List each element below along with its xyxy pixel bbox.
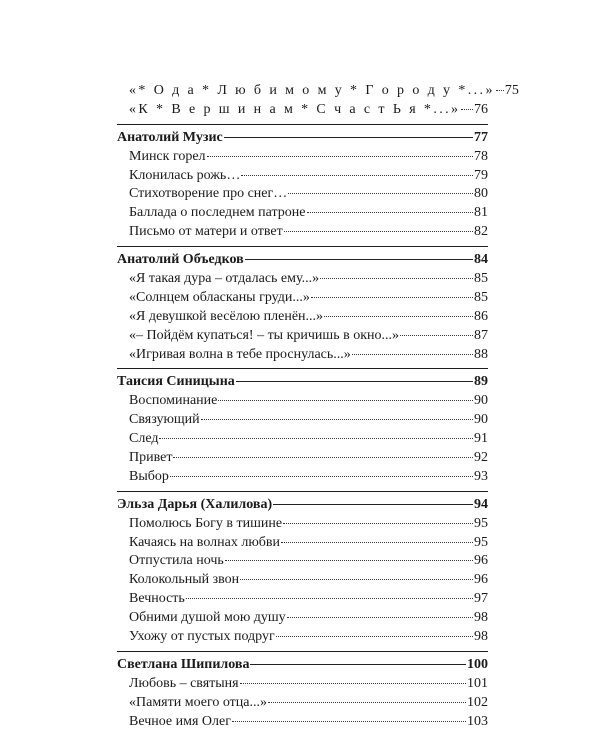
toc-entry-page-number: 90 xyxy=(474,412,488,428)
dot-leader xyxy=(201,419,473,420)
toc-entry-page-number: 102 xyxy=(467,694,488,710)
dot-leader xyxy=(496,90,504,91)
toc-entry-page-number: 85 xyxy=(474,271,488,287)
section-divider xyxy=(117,651,488,652)
toc-entry[interactable] xyxy=(117,308,488,327)
dot-leader xyxy=(218,400,473,401)
dot-leader xyxy=(224,137,473,138)
toc-entry[interactable] xyxy=(117,185,488,204)
toc-entry[interactable] xyxy=(117,430,488,449)
toc-entry-title: Клонилась рожь… xyxy=(129,167,241,183)
toc-entry-page-number: 76 xyxy=(474,101,488,117)
author-heading-page-number: 77 xyxy=(474,129,488,145)
toc-entry-page-number: 98 xyxy=(474,629,488,645)
dot-leader xyxy=(273,504,473,505)
author-heading-title: Анатолий Музис xyxy=(117,129,223,145)
toc-entry-title: «Солнцем обласканы груди...» xyxy=(129,289,310,305)
toc-entry[interactable] xyxy=(117,101,488,120)
toc-entry[interactable] xyxy=(117,675,488,694)
toc-entry-title: Связующий xyxy=(129,412,200,428)
dot-leader xyxy=(281,542,473,543)
toc-entry-title: Вечность xyxy=(129,591,185,607)
dot-leader xyxy=(240,579,473,580)
dot-leader xyxy=(400,335,473,336)
toc-entry[interactable] xyxy=(117,571,488,590)
toc-entry[interactable] xyxy=(117,411,488,430)
dot-leader xyxy=(245,259,473,260)
author-heading[interactable] xyxy=(117,656,488,675)
author-heading-title: Светлана Шипилова xyxy=(117,656,250,672)
dot-leader xyxy=(283,523,473,524)
toc-entry-page-number: 96 xyxy=(474,572,488,588)
toc-entry-page-number: 101 xyxy=(467,675,488,691)
toc-entry-page-number: 96 xyxy=(474,553,488,569)
dot-leader xyxy=(268,702,466,703)
dot-leader xyxy=(352,354,473,355)
toc-entry-title: «Я такая дура – отдалась ему...» xyxy=(129,271,320,287)
author-heading-title: Таисия Синицына xyxy=(117,374,235,390)
dot-leader xyxy=(232,721,466,722)
dot-leader xyxy=(324,316,473,317)
dot-leader xyxy=(207,156,473,157)
section-divider xyxy=(117,246,488,247)
toc-entry[interactable] xyxy=(117,270,488,289)
toc-entry[interactable] xyxy=(117,327,488,346)
dot-leader xyxy=(284,231,473,232)
toc-entry[interactable] xyxy=(117,392,488,411)
toc-entry[interactable] xyxy=(117,82,519,101)
dot-leader xyxy=(461,109,473,110)
dot-leader xyxy=(276,636,473,637)
dot-leader xyxy=(320,278,473,279)
toc-entry-title: «К * В е р ш и н а м * С ч а с т Ь я *...» xyxy=(129,101,461,117)
toc-entry-title: Баллада о последнем патроне xyxy=(129,205,306,221)
section-divider xyxy=(117,124,488,125)
toc-entry-title: «Памяти моего отца...» xyxy=(129,694,268,710)
toc-entry-page-number: 97 xyxy=(474,591,488,607)
toc-entry-title: «– Пойдём купаться! – ты кричишь в окно...» xyxy=(129,327,399,343)
toc-entry-page-number: 98 xyxy=(474,610,488,626)
toc-entry-title: Обними душой мою душу xyxy=(129,610,286,626)
toc-entry-page-number: 75 xyxy=(504,83,519,98)
author-heading-title: Анатолий Объедков xyxy=(117,252,244,268)
toc-entry[interactable] xyxy=(117,468,488,487)
toc-entry[interactable] xyxy=(117,609,488,628)
toc-entry-page-number: 79 xyxy=(474,167,488,183)
toc-entry[interactable] xyxy=(117,628,488,647)
toc-entry-title: Минск горел xyxy=(129,148,206,164)
author-heading-page-number: 94 xyxy=(474,496,488,512)
toc-entry[interactable] xyxy=(117,713,488,732)
toc-entry-title: Ухожу от пустых подруг xyxy=(129,629,275,645)
toc-entry-title: Любовь – святыня xyxy=(129,675,239,691)
author-heading-page-number: 100 xyxy=(467,656,488,672)
section-divider xyxy=(117,491,488,492)
toc-entry-title: Воспоминание xyxy=(129,393,218,409)
toc-entry-title: «Я девушкой весёлою пленён...» xyxy=(129,308,324,324)
toc-entry-page-number: 87 xyxy=(474,327,488,343)
toc-entry[interactable] xyxy=(117,552,488,571)
toc-entry-title: Письмо от матери и ответ xyxy=(129,224,283,240)
dot-leader xyxy=(173,457,473,458)
toc-entry-title: Качаясь на волнах любви xyxy=(129,534,280,550)
dot-leader xyxy=(159,438,473,439)
toc-entry-page-number: 86 xyxy=(474,308,488,324)
dot-leader xyxy=(170,476,473,477)
toc-entry-title: Колокольный звон xyxy=(129,572,240,588)
toc-entry-title: Стихотворение про снег… xyxy=(129,186,288,202)
dot-leader xyxy=(288,193,473,194)
toc-entry[interactable] xyxy=(117,515,488,534)
toc-entry-page-number: 78 xyxy=(474,148,488,164)
table-of-contents xyxy=(117,82,519,732)
toc-entry[interactable] xyxy=(117,148,488,167)
toc-entry-title: Привет xyxy=(129,450,173,466)
toc-entry-title: «Игривая волна в тебе проснулась...» xyxy=(129,346,351,362)
toc-entry-page-number: 81 xyxy=(474,205,488,221)
author-heading-page-number: 89 xyxy=(474,374,488,390)
toc-entry-page-number: 93 xyxy=(474,468,488,484)
toc-entry-page-number: 82 xyxy=(474,224,488,240)
toc-entry-page-number: 91 xyxy=(474,431,488,447)
toc-entry-page-number: 90 xyxy=(474,393,488,409)
toc-entry[interactable] xyxy=(117,167,488,186)
dot-leader xyxy=(250,664,466,665)
toc-entry-title: Выбор xyxy=(129,468,169,484)
toc-entry-page-number: 80 xyxy=(474,186,488,202)
toc-entry[interactable] xyxy=(117,346,488,365)
toc-entry-page-number: 95 xyxy=(474,515,488,531)
toc-entry-page-number: 103 xyxy=(467,713,488,729)
dot-leader xyxy=(241,175,473,176)
toc-entry-title: Отпустила ночь xyxy=(129,553,224,569)
toc-entry-page-number: 92 xyxy=(474,450,488,466)
toc-entry-title: След xyxy=(129,431,159,447)
toc-entry-page-number: 85 xyxy=(474,289,488,305)
dot-leader xyxy=(236,381,473,382)
author-heading-page-number: 84 xyxy=(474,252,488,268)
toc-entry[interactable] xyxy=(117,590,488,609)
author-heading[interactable] xyxy=(117,129,488,148)
toc-entry-title: Вечное имя Олег xyxy=(129,713,231,729)
author-heading-title: Эльза Дарья (Халилова) xyxy=(117,496,273,512)
author-heading[interactable] xyxy=(117,251,488,270)
dot-leader xyxy=(307,212,474,213)
dot-leader xyxy=(225,560,473,561)
toc-entry-title: Помолюсь Богу в тишине xyxy=(129,515,283,531)
toc-entry-page-number: 88 xyxy=(474,346,488,362)
toc-entry[interactable] xyxy=(117,449,488,468)
toc-entry[interactable] xyxy=(117,694,488,713)
toc-entry[interactable] xyxy=(117,223,488,242)
section-divider xyxy=(117,368,488,369)
toc-entry[interactable] xyxy=(117,534,488,553)
dot-leader xyxy=(186,598,473,599)
toc-entry[interactable] xyxy=(117,204,488,223)
dot-leader xyxy=(240,683,466,684)
toc-entry-title: «* О д а * Л ю б и м о м у * Г о р о д у *...» xyxy=(129,83,495,98)
dot-leader xyxy=(287,617,473,618)
toc-entry[interactable] xyxy=(117,289,488,308)
author-heading[interactable] xyxy=(117,373,488,392)
author-heading[interactable] xyxy=(117,496,488,515)
toc-entry-page-number: 95 xyxy=(474,534,488,550)
dot-leader xyxy=(311,297,473,298)
